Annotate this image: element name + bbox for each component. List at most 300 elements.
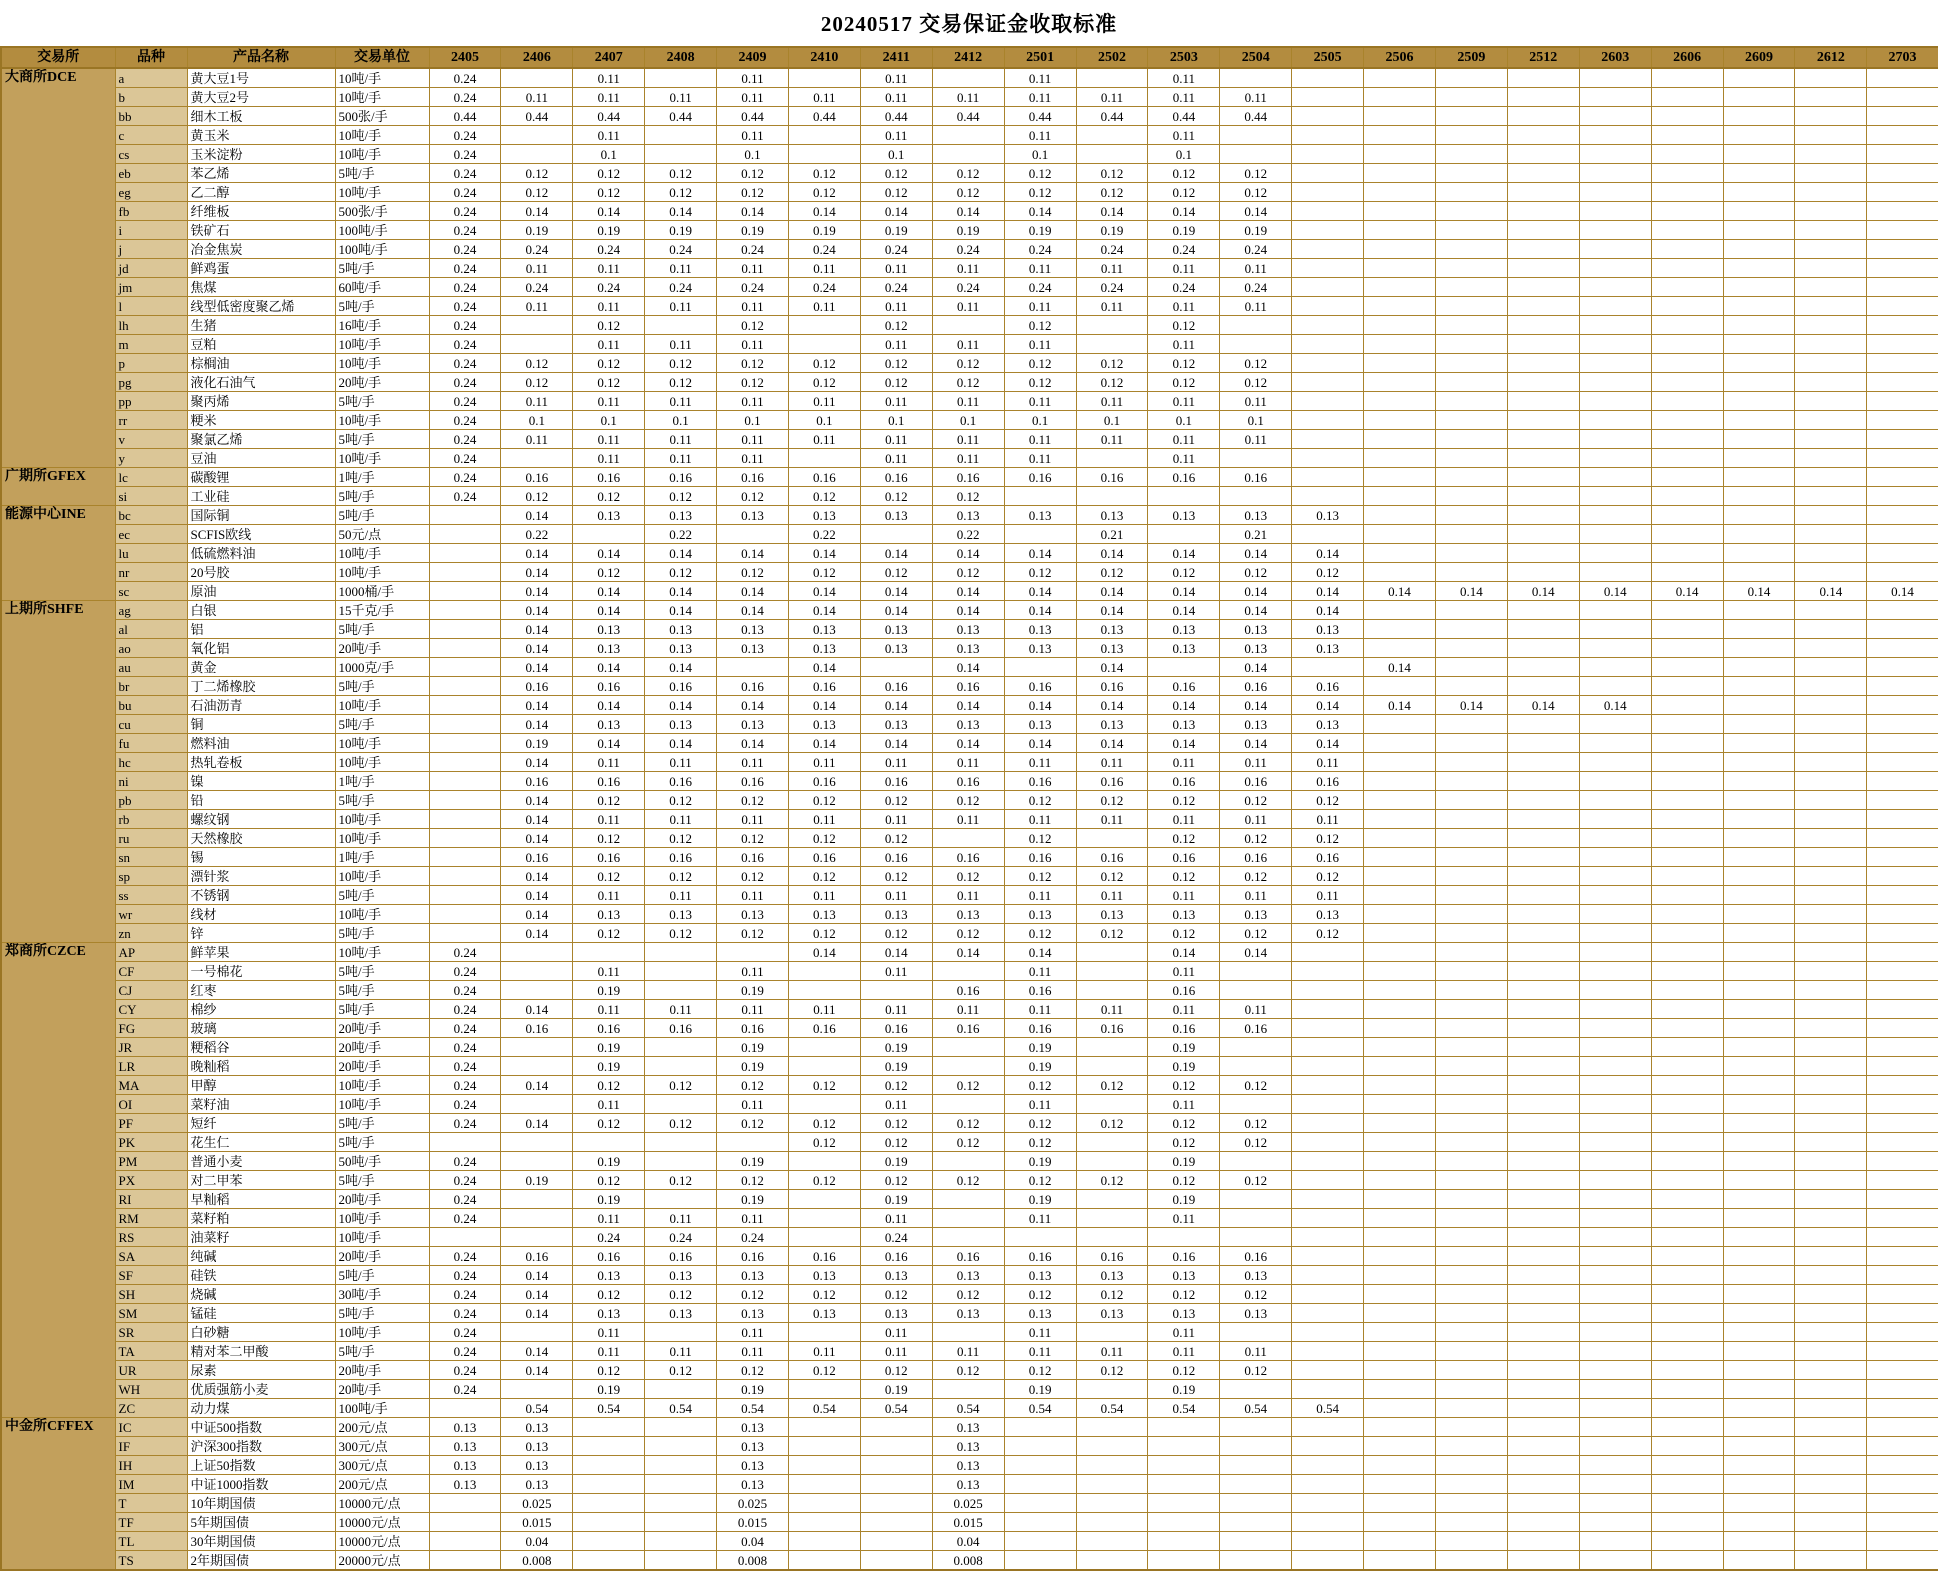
margin-value-cell-IF-2501[interactable] bbox=[1004, 1437, 1076, 1456]
margin-value-cell-rb-2410[interactable]: 0.11 bbox=[788, 810, 860, 829]
margin-value-cell-jd-2703[interactable] bbox=[1867, 259, 1938, 278]
margin-value-cell-ni-2512[interactable] bbox=[1507, 772, 1579, 791]
margin-value-cell-TA-2506[interactable] bbox=[1364, 1342, 1436, 1361]
margin-value-cell-l-2606[interactable] bbox=[1651, 297, 1723, 316]
margin-value-cell-b-2407[interactable]: 0.11 bbox=[573, 88, 645, 107]
margin-value-cell-SF-2407[interactable]: 0.13 bbox=[573, 1266, 645, 1285]
margin-value-cell-sn-2405[interactable] bbox=[429, 848, 501, 867]
margin-value-cell-nr-2501[interactable]: 0.12 bbox=[1004, 563, 1076, 582]
margin-value-cell-RI-2612[interactable] bbox=[1795, 1190, 1867, 1209]
variety-code-cell[interactable]: ag bbox=[115, 601, 187, 620]
margin-value-cell-FG-2703[interactable] bbox=[1867, 1019, 1938, 1038]
margin-value-cell-sn-2512[interactable] bbox=[1507, 848, 1579, 867]
margin-value-cell-rr-2406[interactable]: 0.1 bbox=[501, 411, 573, 430]
trade-unit-cell[interactable]: 200元/点 bbox=[335, 1418, 429, 1437]
margin-value-cell-p-2405[interactable]: 0.24 bbox=[429, 354, 501, 373]
margin-value-cell-si-2504[interactable] bbox=[1220, 487, 1292, 506]
margin-value-cell-PK-2609[interactable] bbox=[1723, 1133, 1795, 1152]
margin-value-cell-eb-2609[interactable] bbox=[1723, 164, 1795, 183]
margin-value-cell-zn-2609[interactable] bbox=[1723, 924, 1795, 943]
margin-value-cell-ao-2506[interactable] bbox=[1364, 639, 1436, 658]
margin-value-cell-T-2406[interactable]: 0.025 bbox=[501, 1494, 573, 1513]
margin-value-cell-j-2405[interactable]: 0.24 bbox=[429, 240, 501, 259]
margin-value-cell-zn-2502[interactable]: 0.12 bbox=[1076, 924, 1148, 943]
margin-value-cell-c-2703[interactable] bbox=[1867, 126, 1938, 145]
margin-value-cell-pb-2603[interactable] bbox=[1579, 791, 1651, 810]
margin-value-cell-p-2501[interactable]: 0.12 bbox=[1004, 354, 1076, 373]
margin-value-cell-pb-2405[interactable] bbox=[429, 791, 501, 810]
margin-value-cell-OI-2505[interactable] bbox=[1292, 1095, 1364, 1114]
margin-value-cell-TS-2506[interactable] bbox=[1364, 1551, 1436, 1571]
margin-value-cell-cs-2504[interactable] bbox=[1220, 145, 1292, 164]
variety-code-cell[interactable]: SM bbox=[115, 1304, 187, 1323]
margin-value-cell-zn-2503[interactable]: 0.12 bbox=[1148, 924, 1220, 943]
margin-value-cell-jd-2408[interactable]: 0.11 bbox=[645, 259, 717, 278]
margin-value-cell-bb-2606[interactable] bbox=[1651, 107, 1723, 126]
margin-value-cell-si-2606[interactable] bbox=[1651, 487, 1723, 506]
margin-value-cell-eg-2409[interactable]: 0.12 bbox=[717, 183, 789, 202]
margin-value-cell-ni-2603[interactable] bbox=[1579, 772, 1651, 791]
trade-unit-cell[interactable]: 5吨/手 bbox=[335, 1342, 429, 1361]
margin-value-cell-TL-2612[interactable] bbox=[1795, 1532, 1867, 1551]
margin-value-cell-FG-2609[interactable] bbox=[1723, 1019, 1795, 1038]
product-name-cell[interactable]: 乙二醇 bbox=[187, 183, 335, 202]
margin-value-cell-SH-2411[interactable]: 0.12 bbox=[860, 1285, 932, 1304]
margin-value-cell-ru-2603[interactable] bbox=[1579, 829, 1651, 848]
margin-value-cell-j-2502[interactable]: 0.24 bbox=[1076, 240, 1148, 259]
margin-value-cell-j-2703[interactable] bbox=[1867, 240, 1938, 259]
margin-value-cell-RM-2501[interactable]: 0.11 bbox=[1004, 1209, 1076, 1228]
margin-value-cell-UR-2505[interactable] bbox=[1292, 1361, 1364, 1380]
margin-value-cell-SR-2407[interactable]: 0.11 bbox=[573, 1323, 645, 1342]
margin-value-cell-CJ-2703[interactable] bbox=[1867, 981, 1938, 1000]
margin-value-cell-pg-2609[interactable] bbox=[1723, 373, 1795, 392]
margin-value-cell-j-2501[interactable]: 0.24 bbox=[1004, 240, 1076, 259]
margin-value-cell-a-2502[interactable] bbox=[1076, 68, 1148, 88]
margin-value-cell-CY-2512[interactable] bbox=[1507, 1000, 1579, 1019]
margin-value-cell-i-2504[interactable]: 0.19 bbox=[1220, 221, 1292, 240]
margin-value-cell-jm-2408[interactable]: 0.24 bbox=[645, 278, 717, 297]
margin-value-cell-fu-2609[interactable] bbox=[1723, 734, 1795, 753]
margin-value-cell-cs-2411[interactable]: 0.1 bbox=[860, 145, 932, 164]
variety-code-cell[interactable]: l bbox=[115, 297, 187, 316]
margin-value-cell-m-2411[interactable]: 0.11 bbox=[860, 335, 932, 354]
margin-value-cell-TS-2408[interactable] bbox=[645, 1551, 717, 1571]
margin-value-cell-fb-2410[interactable]: 0.14 bbox=[788, 202, 860, 221]
margin-value-cell-SM-2509[interactable] bbox=[1435, 1304, 1507, 1323]
column-header-month-2503[interactable]: 2503 bbox=[1148, 47, 1220, 68]
margin-value-cell-pp-2406[interactable]: 0.11 bbox=[501, 392, 573, 411]
margin-value-cell-IF-2405[interactable]: 0.13 bbox=[429, 1437, 501, 1456]
margin-value-cell-v-2405[interactable]: 0.24 bbox=[429, 430, 501, 449]
margin-value-cell-jm-2504[interactable]: 0.24 bbox=[1220, 278, 1292, 297]
margin-value-cell-lc-2501[interactable]: 0.16 bbox=[1004, 468, 1076, 487]
margin-value-cell-CJ-2609[interactable] bbox=[1723, 981, 1795, 1000]
variety-code-cell[interactable]: RS bbox=[115, 1228, 187, 1247]
margin-value-cell-rb-2609[interactable] bbox=[1723, 810, 1795, 829]
margin-value-cell-eg-2410[interactable]: 0.12 bbox=[788, 183, 860, 202]
margin-value-cell-RM-2703[interactable] bbox=[1867, 1209, 1938, 1228]
margin-value-cell-lu-2409[interactable]: 0.14 bbox=[717, 544, 789, 563]
margin-value-cell-v-2603[interactable] bbox=[1579, 430, 1651, 449]
margin-value-cell-PK-2405[interactable] bbox=[429, 1133, 501, 1152]
margin-value-cell-TL-2405[interactable] bbox=[429, 1532, 501, 1551]
margin-value-cell-LR-2504[interactable] bbox=[1220, 1057, 1292, 1076]
margin-value-cell-hc-2606[interactable] bbox=[1651, 753, 1723, 772]
margin-value-cell-fu-2512[interactable] bbox=[1507, 734, 1579, 753]
margin-value-cell-lc-2409[interactable]: 0.16 bbox=[717, 468, 789, 487]
margin-value-cell-PX-2410[interactable]: 0.12 bbox=[788, 1171, 860, 1190]
margin-value-cell-PF-2503[interactable]: 0.12 bbox=[1148, 1114, 1220, 1133]
product-name-cell[interactable]: 细木工板 bbox=[187, 107, 335, 126]
margin-value-cell-ru-2412[interactable] bbox=[932, 829, 1004, 848]
margin-value-cell-PK-2407[interactable] bbox=[573, 1133, 645, 1152]
margin-value-cell-jd-2506[interactable] bbox=[1364, 259, 1436, 278]
margin-value-cell-fu-2407[interactable]: 0.14 bbox=[573, 734, 645, 753]
margin-value-cell-sn-2412[interactable]: 0.16 bbox=[932, 848, 1004, 867]
margin-value-cell-si-2407[interactable]: 0.12 bbox=[573, 487, 645, 506]
margin-value-cell-IH-2506[interactable] bbox=[1364, 1456, 1436, 1475]
exchange-group-cell[interactable]: 广期所GFEX bbox=[1, 468, 115, 506]
margin-value-cell-rb-2503[interactable]: 0.11 bbox=[1148, 810, 1220, 829]
margin-value-cell-PK-2504[interactable]: 0.12 bbox=[1220, 1133, 1292, 1152]
margin-value-cell-al-2512[interactable] bbox=[1507, 620, 1579, 639]
margin-value-cell-SF-2609[interactable] bbox=[1723, 1266, 1795, 1285]
margin-value-cell-ZC-2603[interactable] bbox=[1579, 1399, 1651, 1418]
margin-value-cell-eb-2509[interactable] bbox=[1435, 164, 1507, 183]
margin-value-cell-v-2411[interactable]: 0.11 bbox=[860, 430, 932, 449]
margin-value-cell-SR-2505[interactable] bbox=[1292, 1323, 1364, 1342]
trade-unit-cell[interactable]: 10吨/手 bbox=[335, 905, 429, 924]
margin-value-cell-UR-2410[interactable]: 0.12 bbox=[788, 1361, 860, 1380]
margin-value-cell-ec-2512[interactable] bbox=[1507, 525, 1579, 544]
margin-value-cell-fu-2505[interactable]: 0.14 bbox=[1292, 734, 1364, 753]
margin-value-cell-rr-2409[interactable]: 0.1 bbox=[717, 411, 789, 430]
margin-value-cell-ni-2503[interactable]: 0.16 bbox=[1148, 772, 1220, 791]
margin-value-cell-OI-2406[interactable] bbox=[501, 1095, 573, 1114]
margin-value-cell-ni-2612[interactable] bbox=[1795, 772, 1867, 791]
margin-value-cell-TA-2503[interactable]: 0.11 bbox=[1148, 1342, 1220, 1361]
margin-value-cell-OI-2502[interactable] bbox=[1076, 1095, 1148, 1114]
column-header-month-2409[interactable]: 2409 bbox=[717, 47, 789, 68]
margin-value-cell-SF-2411[interactable]: 0.13 bbox=[860, 1266, 932, 1285]
margin-value-cell-SF-2512[interactable] bbox=[1507, 1266, 1579, 1285]
trade-unit-cell[interactable]: 100吨/手 bbox=[335, 240, 429, 259]
margin-value-cell-ag-2606[interactable] bbox=[1651, 601, 1723, 620]
margin-value-cell-ZC-2409[interactable]: 0.54 bbox=[717, 1399, 789, 1418]
margin-value-cell-PK-2505[interactable] bbox=[1292, 1133, 1364, 1152]
product-name-cell[interactable]: 沪深300指数 bbox=[187, 1437, 335, 1456]
margin-value-cell-au-2503[interactable] bbox=[1148, 658, 1220, 677]
margin-value-cell-ss-2509[interactable] bbox=[1435, 886, 1507, 905]
product-name-cell[interactable]: 镍 bbox=[187, 772, 335, 791]
margin-value-cell-TS-2503[interactable] bbox=[1148, 1551, 1220, 1571]
margin-value-cell-ao-2408[interactable]: 0.13 bbox=[645, 639, 717, 658]
margin-value-cell-p-2703[interactable] bbox=[1867, 354, 1938, 373]
margin-value-cell-WH-2412[interactable] bbox=[932, 1380, 1004, 1399]
margin-value-cell-ao-2609[interactable] bbox=[1723, 639, 1795, 658]
margin-value-cell-SA-2504[interactable]: 0.16 bbox=[1220, 1247, 1292, 1266]
margin-value-cell-AP-2703[interactable] bbox=[1867, 943, 1938, 962]
margin-value-cell-CY-2504[interactable]: 0.11 bbox=[1220, 1000, 1292, 1019]
margin-value-cell-pp-2505[interactable] bbox=[1292, 392, 1364, 411]
product-name-cell[interactable]: 普通小麦 bbox=[187, 1152, 335, 1171]
margin-value-cell-SA-2609[interactable] bbox=[1723, 1247, 1795, 1266]
margin-value-cell-pg-2501[interactable]: 0.12 bbox=[1004, 373, 1076, 392]
variety-code-cell[interactable]: IH bbox=[115, 1456, 187, 1475]
margin-value-cell-T-2506[interactable] bbox=[1364, 1494, 1436, 1513]
margin-value-cell-b-2412[interactable]: 0.11 bbox=[932, 88, 1004, 107]
margin-value-cell-au-2405[interactable] bbox=[429, 658, 501, 677]
margin-value-cell-au-2410[interactable]: 0.14 bbox=[788, 658, 860, 677]
margin-value-cell-al-2405[interactable] bbox=[429, 620, 501, 639]
margin-value-cell-m-2406[interactable] bbox=[501, 335, 573, 354]
margin-value-cell-lc-2703[interactable] bbox=[1867, 468, 1938, 487]
margin-value-cell-jm-2412[interactable]: 0.24 bbox=[932, 278, 1004, 297]
margin-value-cell-SM-2409[interactable]: 0.13 bbox=[717, 1304, 789, 1323]
margin-value-cell-b-2506[interactable] bbox=[1364, 88, 1436, 107]
margin-value-cell-IC-2703[interactable] bbox=[1867, 1418, 1938, 1437]
margin-value-cell-b-2409[interactable]: 0.11 bbox=[717, 88, 789, 107]
product-name-cell[interactable]: 氧化铝 bbox=[187, 639, 335, 658]
margin-value-cell-PX-2408[interactable]: 0.12 bbox=[645, 1171, 717, 1190]
margin-value-cell-TF-2411[interactable] bbox=[860, 1513, 932, 1532]
product-name-cell[interactable]: 中证500指数 bbox=[187, 1418, 335, 1437]
margin-value-cell-LR-2406[interactable] bbox=[501, 1057, 573, 1076]
product-name-cell[interactable]: 玻璃 bbox=[187, 1019, 335, 1038]
margin-value-cell-MA-2606[interactable] bbox=[1651, 1076, 1723, 1095]
margin-value-cell-TL-2505[interactable] bbox=[1292, 1532, 1364, 1551]
margin-value-cell-CY-2609[interactable] bbox=[1723, 1000, 1795, 1019]
margin-value-cell-TL-2411[interactable] bbox=[860, 1532, 932, 1551]
margin-value-cell-cs-2603[interactable] bbox=[1579, 145, 1651, 164]
margin-value-cell-jd-2409[interactable]: 0.11 bbox=[717, 259, 789, 278]
margin-value-cell-p-2504[interactable]: 0.12 bbox=[1220, 354, 1292, 373]
margin-value-cell-eg-2412[interactable]: 0.12 bbox=[932, 183, 1004, 202]
margin-value-cell-FG-2606[interactable] bbox=[1651, 1019, 1723, 1038]
trade-unit-cell[interactable]: 50元/点 bbox=[335, 525, 429, 544]
margin-value-cell-RM-2411[interactable]: 0.11 bbox=[860, 1209, 932, 1228]
column-header-month-2410[interactable]: 2410 bbox=[788, 47, 860, 68]
margin-value-cell-p-2512[interactable] bbox=[1507, 354, 1579, 373]
margin-value-cell-l-2509[interactable] bbox=[1435, 297, 1507, 316]
margin-value-cell-ec-2504[interactable]: 0.21 bbox=[1220, 525, 1292, 544]
margin-value-cell-si-2612[interactable] bbox=[1795, 487, 1867, 506]
margin-value-cell-bc-2410[interactable]: 0.13 bbox=[788, 506, 860, 525]
margin-value-cell-TS-2603[interactable] bbox=[1579, 1551, 1651, 1571]
trade-unit-cell[interactable]: 10吨/手 bbox=[335, 68, 429, 88]
margin-value-cell-JR-2609[interactable] bbox=[1723, 1038, 1795, 1057]
margin-value-cell-SR-2503[interactable]: 0.11 bbox=[1148, 1323, 1220, 1342]
product-name-cell[interactable]: 锡 bbox=[187, 848, 335, 867]
margin-value-cell-bb-2512[interactable] bbox=[1507, 107, 1579, 126]
margin-value-cell-IF-2502[interactable] bbox=[1076, 1437, 1148, 1456]
margin-value-cell-nr-2512[interactable] bbox=[1507, 563, 1579, 582]
margin-value-cell-RM-2612[interactable] bbox=[1795, 1209, 1867, 1228]
trade-unit-cell[interactable]: 20吨/手 bbox=[335, 1361, 429, 1380]
margin-value-cell-SH-2512[interactable] bbox=[1507, 1285, 1579, 1304]
trade-unit-cell[interactable]: 5吨/手 bbox=[335, 620, 429, 639]
margin-value-cell-fb-2612[interactable] bbox=[1795, 202, 1867, 221]
margin-value-cell-al-2703[interactable] bbox=[1867, 620, 1938, 639]
margin-value-cell-v-2502[interactable]: 0.11 bbox=[1076, 430, 1148, 449]
product-name-cell[interactable]: 甲醇 bbox=[187, 1076, 335, 1095]
margin-value-cell-ZC-2505[interactable]: 0.54 bbox=[1292, 1399, 1364, 1418]
margin-value-cell-fu-2506[interactable] bbox=[1364, 734, 1436, 753]
margin-value-cell-JR-2506[interactable] bbox=[1364, 1038, 1436, 1057]
trade-unit-cell[interactable]: 10吨/手 bbox=[335, 183, 429, 202]
margin-value-cell-eg-2501[interactable]: 0.12 bbox=[1004, 183, 1076, 202]
variety-code-cell[interactable]: nr bbox=[115, 563, 187, 582]
margin-value-cell-m-2410[interactable] bbox=[788, 335, 860, 354]
margin-value-cell-PM-2504[interactable] bbox=[1220, 1152, 1292, 1171]
margin-value-cell-si-2506[interactable] bbox=[1364, 487, 1436, 506]
margin-value-cell-y-2504[interactable] bbox=[1220, 449, 1292, 468]
margin-value-cell-PK-2412[interactable]: 0.12 bbox=[932, 1133, 1004, 1152]
column-header-month-2703[interactable]: 2703 bbox=[1867, 47, 1938, 68]
margin-value-cell-l-2407[interactable]: 0.11 bbox=[573, 297, 645, 316]
trade-unit-cell[interactable]: 10吨/手 bbox=[335, 1228, 429, 1247]
variety-code-cell[interactable]: TA bbox=[115, 1342, 187, 1361]
margin-value-cell-sp-2406[interactable]: 0.14 bbox=[501, 867, 573, 886]
margin-value-cell-v-2501[interactable]: 0.11 bbox=[1004, 430, 1076, 449]
variety-code-cell[interactable]: wr bbox=[115, 905, 187, 924]
column-header-month-2609[interactable]: 2609 bbox=[1723, 47, 1795, 68]
margin-value-cell-ao-2501[interactable]: 0.13 bbox=[1004, 639, 1076, 658]
margin-value-cell-FG-2501[interactable]: 0.16 bbox=[1004, 1019, 1076, 1038]
margin-value-cell-lh-2410[interactable] bbox=[788, 316, 860, 335]
margin-value-cell-nr-2505[interactable]: 0.12 bbox=[1292, 563, 1364, 582]
margin-value-cell-SH-2409[interactable]: 0.12 bbox=[717, 1285, 789, 1304]
margin-value-cell-jm-2502[interactable]: 0.24 bbox=[1076, 278, 1148, 297]
margin-value-cell-RM-2606[interactable] bbox=[1651, 1209, 1723, 1228]
margin-value-cell-hc-2609[interactable] bbox=[1723, 753, 1795, 772]
margin-value-cell-i-2501[interactable]: 0.19 bbox=[1004, 221, 1076, 240]
product-name-cell[interactable]: 10年期国债 bbox=[187, 1494, 335, 1513]
product-name-cell[interactable]: 聚丙烯 bbox=[187, 392, 335, 411]
margin-value-cell-IF-2606[interactable] bbox=[1651, 1437, 1723, 1456]
margin-value-cell-i-2703[interactable] bbox=[1867, 221, 1938, 240]
margin-value-cell-bu-2411[interactable]: 0.14 bbox=[860, 696, 932, 715]
margin-value-cell-WH-2509[interactable] bbox=[1435, 1380, 1507, 1399]
margin-value-cell-cu-2603[interactable] bbox=[1579, 715, 1651, 734]
margin-value-cell-bc-2505[interactable]: 0.13 bbox=[1292, 506, 1364, 525]
trade-unit-cell[interactable]: 5吨/手 bbox=[335, 1171, 429, 1190]
margin-value-cell-bu-2410[interactable]: 0.14 bbox=[788, 696, 860, 715]
margin-value-cell-UR-2501[interactable]: 0.12 bbox=[1004, 1361, 1076, 1380]
margin-value-cell-ru-2703[interactable] bbox=[1867, 829, 1938, 848]
margin-value-cell-OI-2504[interactable] bbox=[1220, 1095, 1292, 1114]
margin-value-cell-LR-2603[interactable] bbox=[1579, 1057, 1651, 1076]
margin-value-cell-IC-2612[interactable] bbox=[1795, 1418, 1867, 1437]
margin-value-cell-UR-2506[interactable] bbox=[1364, 1361, 1436, 1380]
margin-value-cell-ec-2410[interactable]: 0.22 bbox=[788, 525, 860, 544]
margin-value-cell-MA-2409[interactable]: 0.12 bbox=[717, 1076, 789, 1095]
margin-value-cell-sc-2509[interactable]: 0.14 bbox=[1435, 582, 1507, 601]
margin-value-cell-TA-2410[interactable]: 0.11 bbox=[788, 1342, 860, 1361]
margin-value-cell-pp-2603[interactable] bbox=[1579, 392, 1651, 411]
margin-value-cell-m-2606[interactable] bbox=[1651, 335, 1723, 354]
margin-value-cell-l-2410[interactable]: 0.11 bbox=[788, 297, 860, 316]
margin-value-cell-ZC-2408[interactable]: 0.54 bbox=[645, 1399, 717, 1418]
margin-value-cell-cu-2408[interactable]: 0.13 bbox=[645, 715, 717, 734]
margin-value-cell-pp-2408[interactable]: 0.11 bbox=[645, 392, 717, 411]
margin-value-cell-SR-2412[interactable] bbox=[932, 1323, 1004, 1342]
margin-value-cell-SR-2612[interactable] bbox=[1795, 1323, 1867, 1342]
column-header-product-name[interactable]: 产品名称 bbox=[187, 47, 335, 68]
margin-value-cell-UR-2407[interactable]: 0.12 bbox=[573, 1361, 645, 1380]
product-name-cell[interactable]: 鲜苹果 bbox=[187, 943, 335, 962]
margin-value-cell-TA-2502[interactable]: 0.11 bbox=[1076, 1342, 1148, 1361]
margin-value-cell-TA-2505[interactable] bbox=[1292, 1342, 1364, 1361]
margin-value-cell-ru-2506[interactable] bbox=[1364, 829, 1436, 848]
margin-value-cell-al-2506[interactable] bbox=[1364, 620, 1436, 639]
margin-value-cell-bu-2405[interactable] bbox=[429, 696, 501, 715]
margin-value-cell-pp-2506[interactable] bbox=[1364, 392, 1436, 411]
margin-value-cell-RM-2409[interactable]: 0.11 bbox=[717, 1209, 789, 1228]
margin-value-cell-c-2612[interactable] bbox=[1795, 126, 1867, 145]
product-name-cell[interactable]: 鲜鸡蛋 bbox=[187, 259, 335, 278]
margin-value-cell-RI-2603[interactable] bbox=[1579, 1190, 1651, 1209]
margin-value-cell-LR-2410[interactable] bbox=[788, 1057, 860, 1076]
margin-value-cell-j-2512[interactable] bbox=[1507, 240, 1579, 259]
margin-value-cell-SR-2504[interactable] bbox=[1220, 1323, 1292, 1342]
margin-value-cell-fu-2410[interactable]: 0.14 bbox=[788, 734, 860, 753]
margin-value-cell-CF-2509[interactable] bbox=[1435, 962, 1507, 981]
margin-value-cell-RS-2501[interactable] bbox=[1004, 1228, 1076, 1247]
margin-value-cell-SR-2506[interactable] bbox=[1364, 1323, 1436, 1342]
margin-value-cell-p-2503[interactable]: 0.12 bbox=[1148, 354, 1220, 373]
margin-value-cell-RI-2606[interactable] bbox=[1651, 1190, 1723, 1209]
product-name-cell[interactable]: 热轧卷板 bbox=[187, 753, 335, 772]
margin-value-cell-ss-2502[interactable]: 0.11 bbox=[1076, 886, 1148, 905]
margin-value-cell-PF-2412[interactable]: 0.12 bbox=[932, 1114, 1004, 1133]
margin-value-cell-al-2407[interactable]: 0.13 bbox=[573, 620, 645, 639]
product-name-cell[interactable]: 生猪 bbox=[187, 316, 335, 335]
margin-value-cell-RS-2406[interactable] bbox=[501, 1228, 573, 1247]
product-name-cell[interactable]: 烧碱 bbox=[187, 1285, 335, 1304]
margin-value-cell-cs-2612[interactable] bbox=[1795, 145, 1867, 164]
margin-value-cell-T-2409[interactable]: 0.025 bbox=[717, 1494, 789, 1513]
margin-value-cell-pb-2506[interactable] bbox=[1364, 791, 1436, 810]
margin-value-cell-CF-2502[interactable] bbox=[1076, 962, 1148, 981]
variety-code-cell[interactable]: ao bbox=[115, 639, 187, 658]
margin-value-cell-rr-2609[interactable] bbox=[1723, 411, 1795, 430]
margin-value-cell-IC-2609[interactable] bbox=[1723, 1418, 1795, 1437]
margin-value-cell-fb-2503[interactable]: 0.14 bbox=[1148, 202, 1220, 221]
margin-value-cell-ag-2407[interactable]: 0.14 bbox=[573, 601, 645, 620]
margin-value-cell-c-2503[interactable]: 0.11 bbox=[1148, 126, 1220, 145]
margin-value-cell-PK-2406[interactable] bbox=[501, 1133, 573, 1152]
margin-value-cell-b-2603[interactable] bbox=[1579, 88, 1651, 107]
margin-value-cell-bu-2603[interactable]: 0.14 bbox=[1579, 696, 1651, 715]
product-name-cell[interactable]: 尿素 bbox=[187, 1361, 335, 1380]
margin-value-cell-cu-2409[interactable]: 0.13 bbox=[717, 715, 789, 734]
margin-value-cell-sn-2506[interactable] bbox=[1364, 848, 1436, 867]
margin-value-cell-rr-2503[interactable]: 0.1 bbox=[1148, 411, 1220, 430]
margin-value-cell-MA-2512[interactable] bbox=[1507, 1076, 1579, 1095]
margin-value-cell-SR-2512[interactable] bbox=[1507, 1323, 1579, 1342]
margin-value-cell-TS-2703[interactable] bbox=[1867, 1551, 1938, 1571]
product-name-cell[interactable]: 玉米淀粉 bbox=[187, 145, 335, 164]
margin-value-cell-eb-2504[interactable]: 0.12 bbox=[1220, 164, 1292, 183]
margin-value-cell-al-2409[interactable]: 0.13 bbox=[717, 620, 789, 639]
margin-value-cell-si-2501[interactable] bbox=[1004, 487, 1076, 506]
margin-value-cell-IC-2412[interactable]: 0.13 bbox=[932, 1418, 1004, 1437]
margin-value-cell-SR-2502[interactable] bbox=[1076, 1323, 1148, 1342]
margin-value-cell-lc-2504[interactable]: 0.16 bbox=[1220, 468, 1292, 487]
margin-value-cell-rb-2412[interactable]: 0.11 bbox=[932, 810, 1004, 829]
